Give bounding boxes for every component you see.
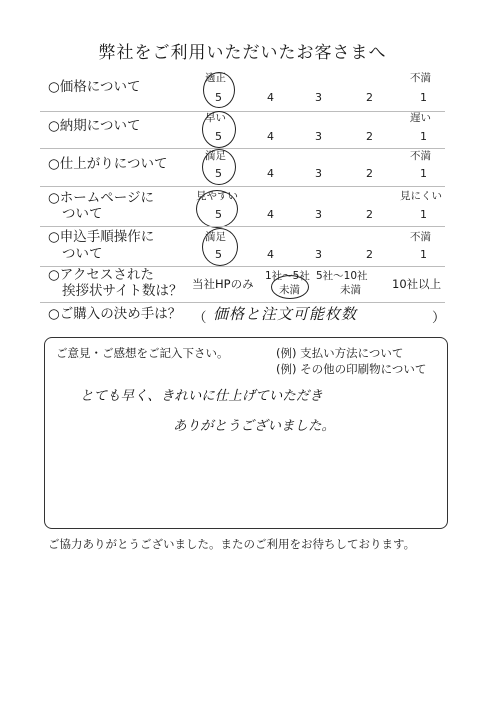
- price-option-5[interactable]: 5: [215, 91, 222, 104]
- website-option-5[interactable]: 5: [215, 208, 222, 221]
- website-right-label: 見にくい: [400, 190, 442, 202]
- procedure-option-3[interactable]: 3: [315, 248, 322, 261]
- finish-option-4[interactable]: 4: [267, 167, 274, 180]
- finish-right-label: 不満: [410, 150, 431, 162]
- divider: [40, 148, 445, 149]
- question-website-label-line1: ○ホームページに: [48, 190, 155, 206]
- question-access-label-line1: ○アクセスされた: [48, 267, 154, 283]
- divider: [40, 111, 445, 112]
- finish-option-2[interactable]: 2: [366, 167, 373, 180]
- delivery-selection-circle: [202, 111, 236, 148]
- price-option-3[interactable]: 3: [315, 91, 322, 104]
- question-procedure-label-line2: ついて: [62, 246, 103, 262]
- delivery-left-label: 早い: [205, 112, 226, 124]
- website-option-1[interactable]: 1: [420, 208, 427, 221]
- price-left-label: 適正: [205, 72, 226, 84]
- website-option-3[interactable]: 3: [315, 208, 322, 221]
- access-selection-circle: [271, 275, 309, 299]
- delivery-option-4[interactable]: 4: [267, 130, 274, 143]
- procedure-selection-circle: [202, 228, 238, 266]
- website-option-2[interactable]: 2: [366, 208, 373, 221]
- question-price-label: ○価格について: [48, 79, 141, 95]
- price-selection-circle: [203, 72, 235, 108]
- access-option-1-5-line1[interactable]: 1社〜5社: [265, 270, 310, 282]
- question-access-label-line2: 挨拶状サイト数は？: [62, 283, 183, 299]
- website-option-4[interactable]: 4: [267, 208, 274, 221]
- procedure-right-label: 不満: [410, 231, 431, 243]
- procedure-option-4[interactable]: 4: [267, 248, 274, 261]
- decision-open-paren: （: [193, 310, 207, 326]
- procedure-left-label: 満足: [205, 231, 226, 243]
- divider: [40, 226, 445, 227]
- comments-handwritten-line-1: とても早く、きれいに仕上げていただき: [80, 388, 323, 404]
- finish-option-5[interactable]: 5: [215, 167, 222, 180]
- question-delivery-label: ○納期について: [48, 118, 141, 134]
- price-right-label: 不満: [410, 72, 431, 84]
- finish-left-label: 満足: [205, 150, 226, 162]
- finish-option-3[interactable]: 3: [315, 167, 322, 180]
- question-finish-label: ○仕上がりについて: [48, 156, 168, 172]
- question-website-label-line2: ついて: [62, 206, 103, 222]
- price-option-4[interactable]: 4: [267, 91, 274, 104]
- delivery-option-3[interactable]: 3: [315, 130, 322, 143]
- access-option-10-plus[interactable]: 10社以上: [392, 277, 442, 291]
- procedure-option-5[interactable]: 5: [215, 248, 222, 261]
- decision-handwritten-answer[interactable]: 価格と注文可能枚数: [213, 305, 358, 323]
- comments-prompt: ご意見・ご感想をご記入下さい。: [56, 346, 229, 360]
- divider: [40, 186, 445, 187]
- finish-selection-circle: [202, 149, 236, 185]
- comments-example-2: (例) その他の印刷物について: [276, 362, 427, 376]
- page-title: 弊社をご利用いただいたお客さまへ: [98, 43, 387, 63]
- website-left-label: 見やすい: [196, 190, 238, 202]
- access-option-1-5-line2[interactable]: 未満: [279, 284, 300, 296]
- procedure-option-2[interactable]: 2: [366, 248, 373, 261]
- question-procedure-label-line1: ○申込手順操作に: [48, 229, 155, 245]
- delivery-option-2[interactable]: 2: [366, 130, 373, 143]
- question-decision-label: ○ご購入の決め手は？: [48, 306, 182, 322]
- comments-example-1: (例) 支払い方法について: [276, 346, 404, 360]
- procedure-option-1[interactable]: 1: [420, 248, 427, 261]
- decision-close-paren: ）: [432, 310, 446, 326]
- delivery-right-label: 遅い: [410, 112, 431, 124]
- delivery-option-1[interactable]: 1: [420, 130, 427, 143]
- price-option-2[interactable]: 2: [366, 91, 373, 104]
- access-option-5-10-line2[interactable]: 未満: [340, 284, 361, 296]
- access-option-hp-only[interactable]: 当社HPのみ: [192, 277, 254, 291]
- access-option-5-10-line1[interactable]: 5社〜10社: [316, 270, 368, 282]
- price-option-1[interactable]: 1: [420, 91, 427, 104]
- finish-option-1[interactable]: 1: [420, 167, 427, 180]
- footer-thanks: ご協力ありがとうございました。またのご利用をお待ちしております。: [48, 537, 416, 551]
- website-selection-circle: [196, 190, 238, 228]
- comments-handwritten-line-2: ありがとうございました。: [173, 418, 335, 434]
- delivery-option-5[interactable]: 5: [215, 130, 222, 143]
